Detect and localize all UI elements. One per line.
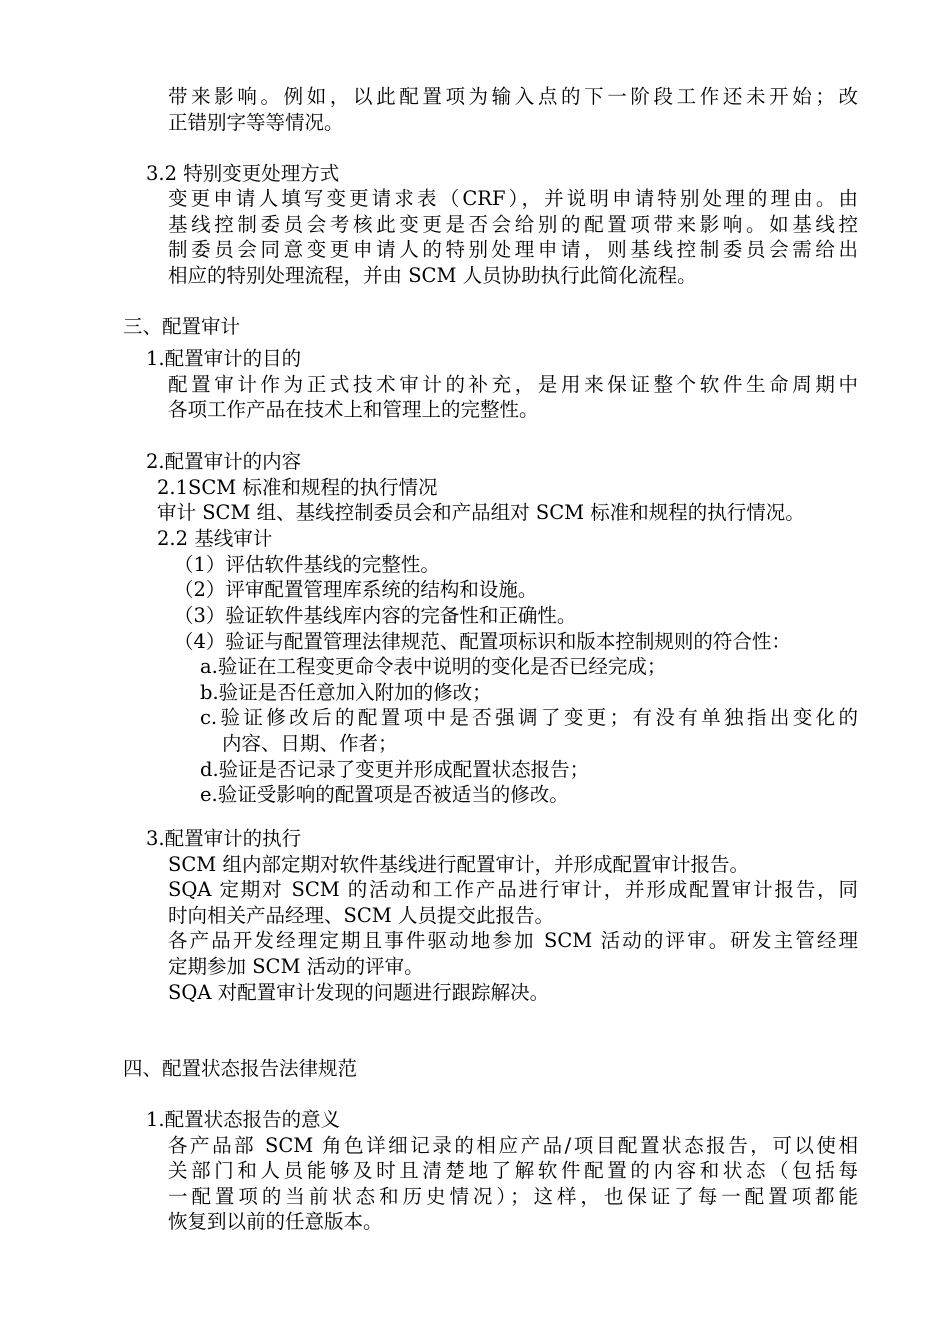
- subsection-heading: 1.配置状态报告的意义: [146, 1108, 341, 1131]
- subsection-heading: 2.配置审计的内容: [146, 450, 302, 473]
- list-item: （4）验证与配置管理法律规范、配置项标识和版本控制规则的符合性：: [174, 630, 791, 653]
- section-heading: 四、配置状态报告法律规范: [123, 1057, 358, 1080]
- paragraph-line: 变更申请人填写变更请求表（CRF），并说明申请特别处理的理由。由: [168, 187, 858, 210]
- paragraph-line: 审计 SCM 组、基线控制委员会和产品组对 SCM 标准和规程的执行情况。: [157, 501, 805, 524]
- paragraph-line: 定期参加 SCM 活动的评审。: [168, 955, 424, 978]
- list-item: （2）评审配置管理库系统的结构和设施。: [174, 578, 538, 601]
- section-heading: 三、配置审计: [123, 315, 241, 338]
- subsubsection-heading: 2.1SCM 标准和规程的执行情况: [157, 476, 438, 499]
- sub-list-item: b.验证是否任意加入附加的修改；: [200, 681, 492, 704]
- paragraph-line: 基线控制委员会考核此变更是否会给别的配置项带来影响。如基线控: [168, 213, 858, 236]
- subsection-heading: 3.配置审计的执行: [146, 827, 302, 850]
- paragraph-line: SCM 组内部定期对软件基线进行配置审计，并形成配置审计报告。: [168, 853, 749, 876]
- list-item: （1）评估软件基线的完整性。: [174, 553, 440, 576]
- list-item: （3）验证软件基线库内容的完备性和正确性。: [174, 604, 577, 627]
- paragraph-line: 相应的特别处理流程，并由 SCM 人员协助执行此简化流程。: [168, 264, 697, 287]
- paragraph-line: SQA 对配置审计发现的问题进行跟踪解决。: [168, 981, 550, 1004]
- paragraph-line: 制委员会同意变更申请人的特别处理申请，则基线控制委员会需给出: [168, 238, 858, 261]
- paragraph-line: 配置审计作为正式技术审计的补充，是用来保证整个软件生命周期中: [168, 373, 858, 396]
- sub-list-item: a.验证在工程变更命令表中说明的变化是否已经完成；: [200, 655, 667, 678]
- subsection-heading: 3.2 特别变更处理方式: [146, 162, 340, 185]
- paragraph-line: 各项工作产品在技术上和管理上的完整性。: [168, 398, 539, 421]
- paragraph-line: 各产品开发经理定期且事件驱动地参加 SCM 活动的评审。研发主管经理: [168, 929, 858, 952]
- paragraph-line: 时向相关产品经理、SCM 人员提交此报告。: [168, 904, 554, 927]
- subsubsection-heading: 2.2 基线审计: [157, 527, 273, 550]
- sub-list-item-continuation: 内容、日期、作者；: [222, 732, 398, 755]
- paragraph-line: 正错别字等等情况。: [168, 111, 344, 134]
- paragraph-line: 恢复到以前的任意版本。: [168, 1210, 383, 1233]
- sub-list-item: e.验证受影响的配置项是否被适当的修改。: [200, 783, 569, 806]
- paragraph-line: 带来影响。例如，以此配置项为输入点的下一阶段工作还未开始；改: [168, 85, 858, 108]
- subsection-heading: 1.配置审计的目的: [146, 347, 302, 370]
- paragraph-line: 一配置项的当前状态和历史情况）；这样，也保证了每一配置项都能: [168, 1185, 858, 1208]
- paragraph-line: SQA 定期对 SCM 的活动和工作产品进行审计，并形成配置审计报告，同: [168, 878, 858, 901]
- paragraph-line: 关部门和人员能够及时且清楚地了解软件配置的内容和状态（包括每: [168, 1159, 858, 1182]
- paragraph-line: 各产品部 SCM 角色详细记录的相应产品/项目配置状态报告，可以使相: [168, 1134, 858, 1157]
- sub-list-item: c.验证修改后的配置项中是否强调了变更；有没有单独指出变化的: [200, 706, 858, 729]
- sub-list-item: d.验证是否记录了变更并形成配置状态报告；: [200, 758, 590, 781]
